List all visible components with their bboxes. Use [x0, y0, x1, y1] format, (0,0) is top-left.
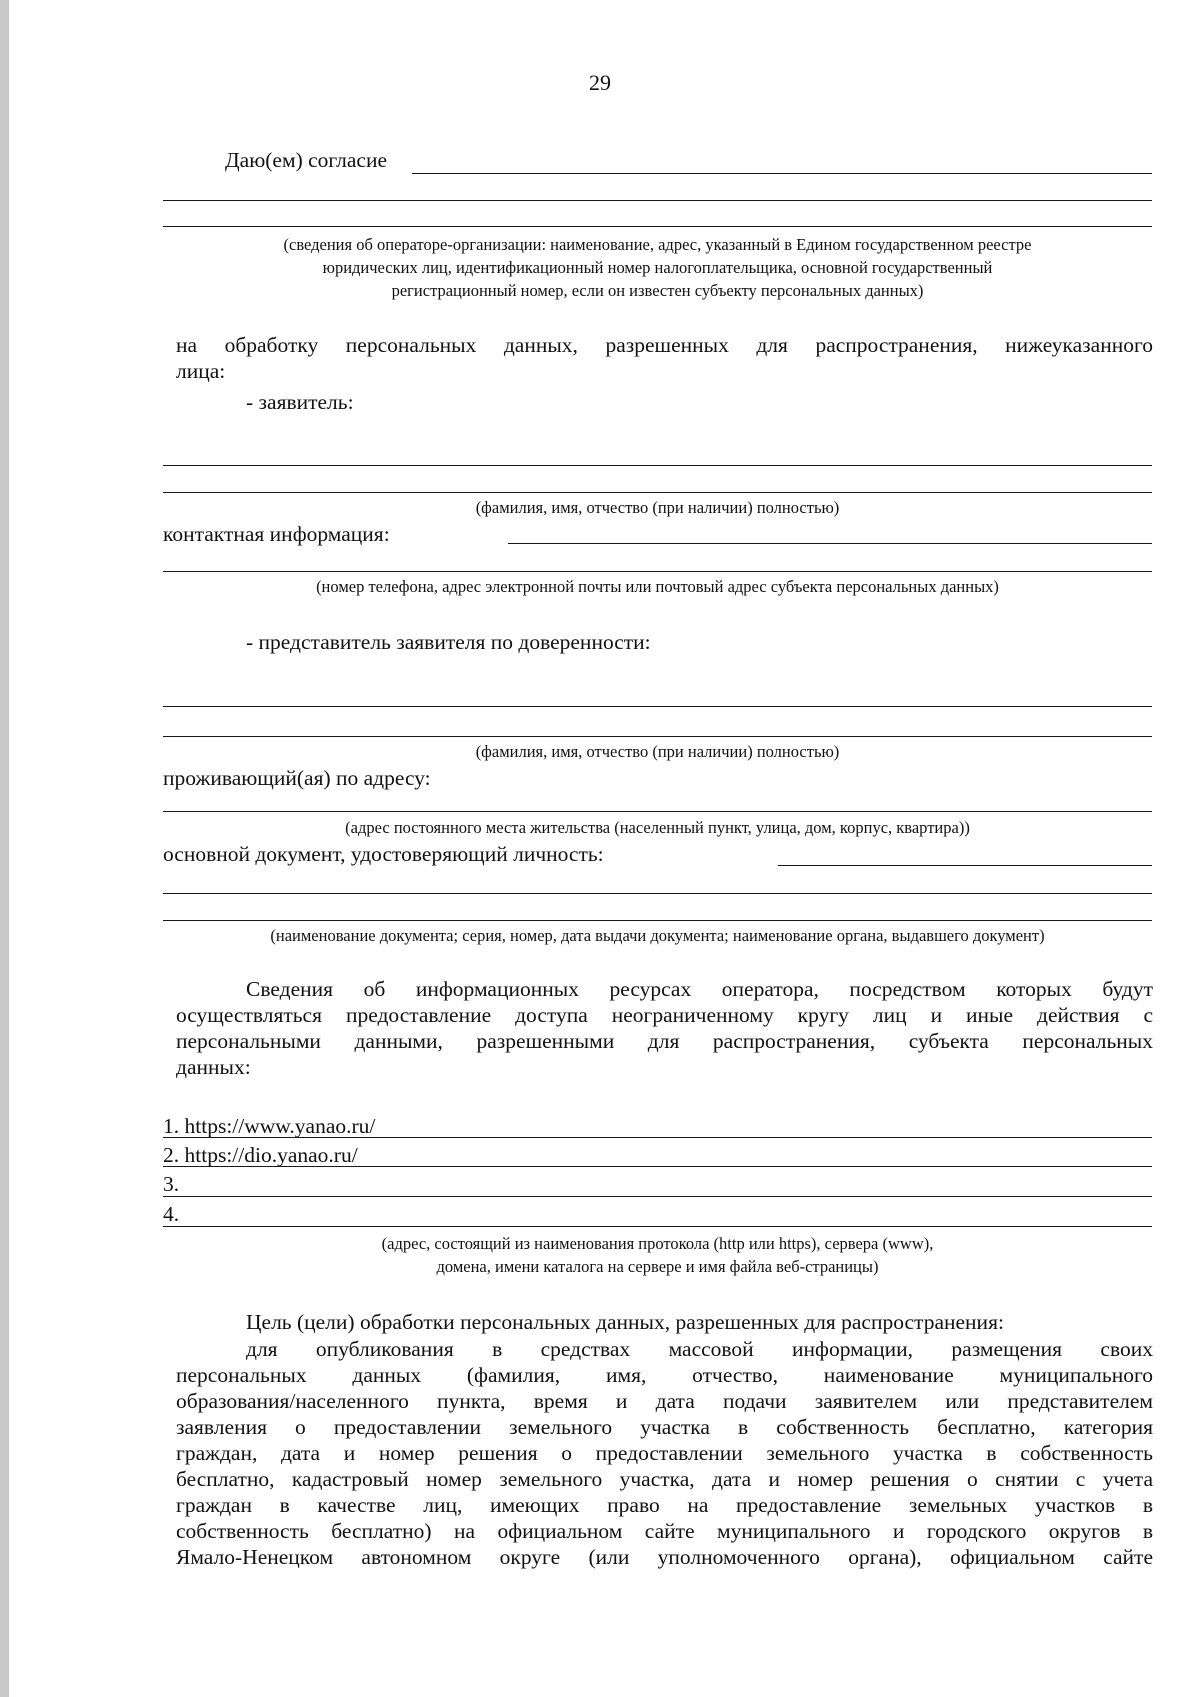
contact-caption: (номер телефона, адрес электронной почты или почтовый адрес субъекта персональных данных) — [316, 577, 999, 596]
document-field-line-2[interactable] — [163, 893, 1152, 894]
address-field[interactable] — [163, 811, 1152, 812]
address-label: проживающий(ая) по адресу: — [163, 766, 431, 790]
resource-line-4 — [163, 1226, 1152, 1227]
applicant-fio-field-line-2[interactable] — [163, 492, 1152, 493]
resource-line-1 — [163, 1137, 1152, 1138]
resource-item-2[interactable]: 2. https://dio.yanao.ru/ — [163, 1143, 358, 1167]
representative-fio-caption: (фамилия, имя, отчество (при наличии) полностью) — [475, 742, 840, 761]
scan-edge — [0, 0, 9, 1697]
applicant-fio-field[interactable] — [163, 465, 1152, 466]
address-caption: (адрес постоянного места жительства (населенный пункт, улица, дом, корпус, квартира)) — [345, 818, 970, 837]
page-number: 29 — [589, 70, 611, 95]
resource-item-4[interactable]: 4. — [163, 1202, 180, 1226]
resource-item-3[interactable]: 3. — [163, 1172, 180, 1196]
consent-operator-field-line-2[interactable] — [163, 200, 1152, 201]
document-field[interactable] — [778, 865, 1152, 866]
contact-label: контактная информация: — [163, 522, 390, 546]
goal-text: для опубликования в средствах массовой информации, размещения своих персональных данных (фамилия, имя, отчество, наименование муниципального образования/населенного пункта, время и дата подачи заявителем или представителем заявления о предоставлении земельного участка в собственность бесплатно, категория граждан, дата и номер решения о предоставлении земельного участка в собственность бесплатно, кадастровый номер земельного участка, дата и номер решения о снятии с учета граждан в качестве лиц, имеющих право на предоставление земельных участков в собственность бесплатно) на официальном сайте муниципального и городского округов в Ямало-Ненецком автономном округе (или уполномоченного органа), официальном сайте — [176, 1337, 1153, 1569]
contact-field[interactable] — [508, 543, 1152, 544]
resource-line-2 — [163, 1166, 1152, 1167]
resources-caption: (адрес, состоящий из наименования протокола (http или https), сервера (www), домена, имени каталога на сервере и имя файла веб-страницы) — [381, 1234, 934, 1276]
document-label: основной документ, удостоверяющий личность: — [163, 842, 604, 866]
consent-operator-field-line-3[interactable] — [163, 226, 1152, 227]
resource-line-3 — [163, 1196, 1152, 1197]
resource-item-1[interactable]: 1. https://www.yanao.ru/ — [163, 1114, 376, 1138]
contact-field-line-2[interactable] — [163, 571, 1152, 572]
representative-fio-field-line-2[interactable] — [163, 736, 1152, 737]
consent-purpose: на обработку персональных данных, разрешенных для распространения, нижеуказанного лица: — [176, 333, 1153, 383]
resources-intro: Сведения об информационных ресурсах оператора, посредством которых будут осуществляться предоставление доступа неограниченному кругу лиц и иные действия с персональными данными, разрешенными для распространения, субъекта персональных данных: — [176, 977, 1153, 1079]
consent-label: Даю(ем) согласие — [225, 148, 387, 172]
goal-heading: Цель (цели) обработки персональных данных, разрешенных для распространения: — [246, 1310, 1004, 1334]
applicant-fio-caption: (фамилия, имя, отчество (при наличии) полностью) — [475, 498, 840, 517]
document-caption: (наименование документа; серия, номер, дата выдачи документа; наименование органа, выдавшего документ) — [270, 926, 1045, 945]
representative-label: - представитель заявителя по доверенности: — [246, 630, 651, 654]
applicant-label: - заявитель: — [246, 390, 354, 414]
consent-operator-field[interactable] — [412, 173, 1152, 174]
document-field-line-3[interactable] — [163, 920, 1152, 921]
representative-fio-field[interactable] — [163, 706, 1152, 707]
operator-caption: (сведения об операторе-организации: наименование, адрес, указанный в Едином государственном реестре юридических лиц, идентификационный номер налогоплательщика, основной государственный регистрационный номер, если он известен субъекту персональных данных) — [283, 235, 1032, 300]
